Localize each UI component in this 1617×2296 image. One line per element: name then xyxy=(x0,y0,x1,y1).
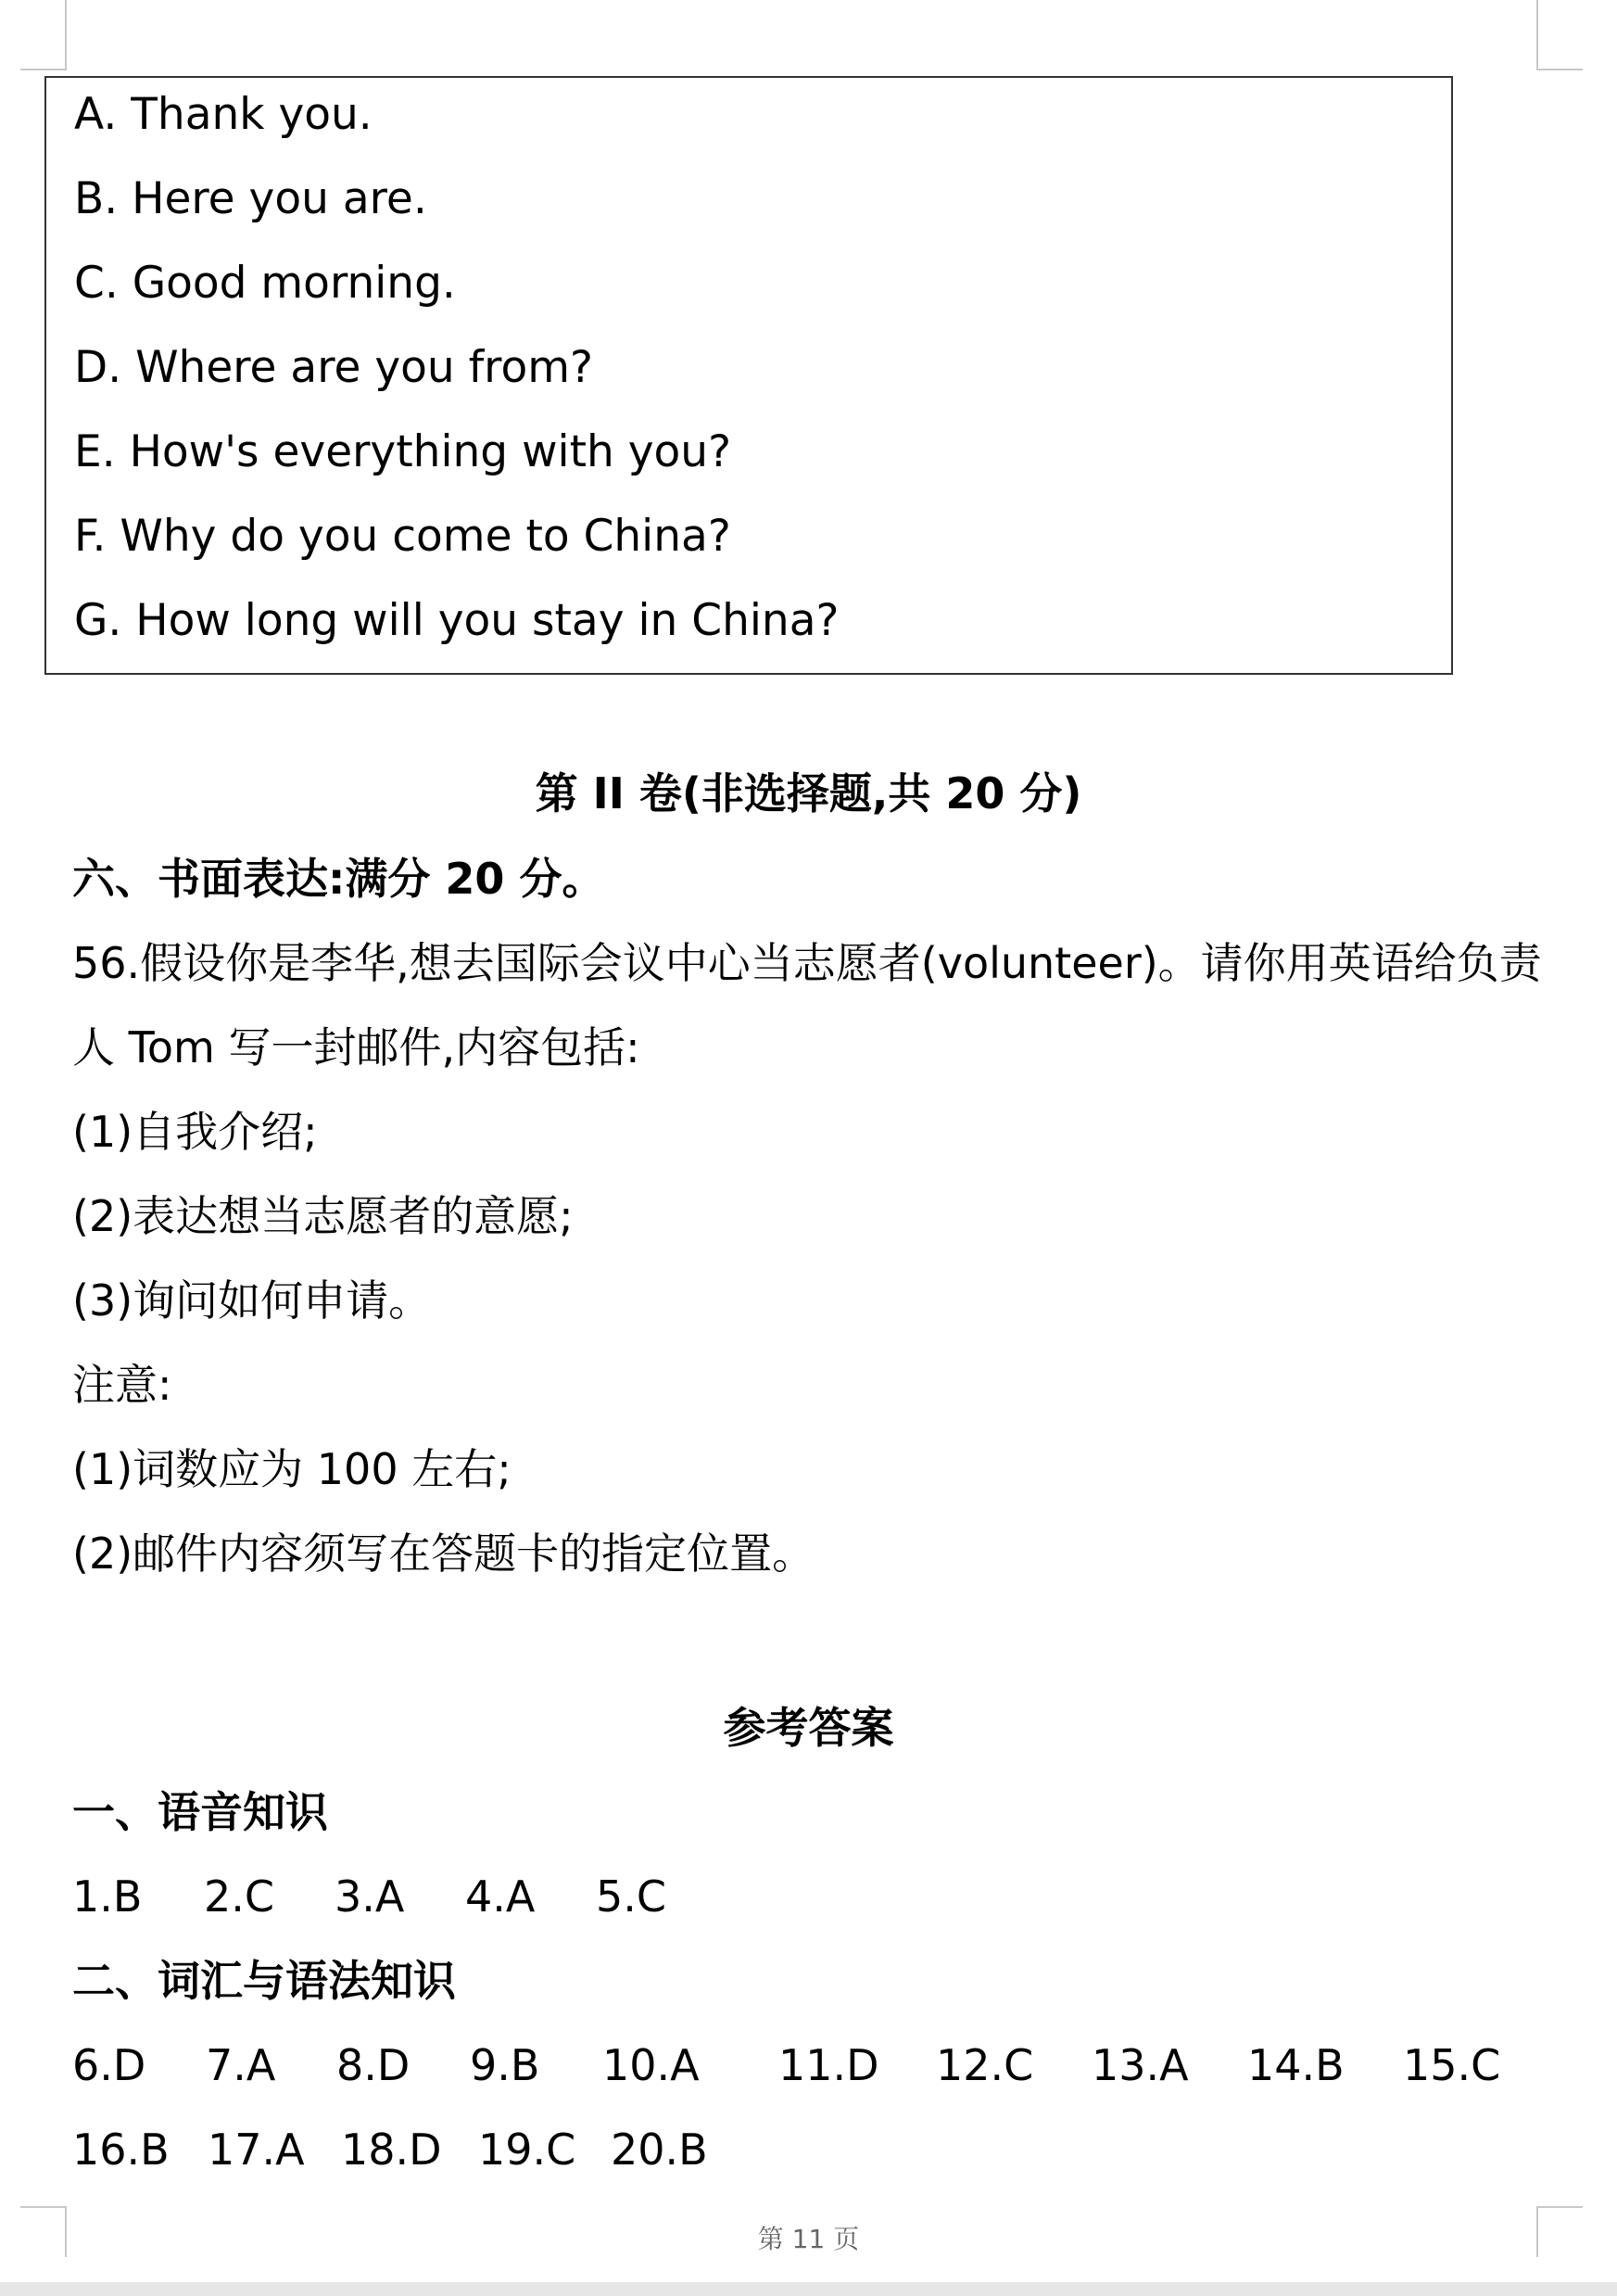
answer-item: 17.A xyxy=(208,2125,305,2175)
viewer-bottom-strip xyxy=(0,2282,1617,2296)
q56-point-2: (2)表达想当志愿者的意愿; xyxy=(72,1191,574,1241)
option-c: C. Good morning. xyxy=(74,258,456,309)
answer-section-heading: 一、语音知识 xyxy=(72,1787,328,1837)
crop-mark xyxy=(20,69,67,70)
answer-item: 13.A xyxy=(1092,2040,1189,2090)
option-d: D. Where are you from? xyxy=(74,342,593,393)
section6-heading: 六、书面表达:满分 20 分。 xyxy=(72,854,605,904)
answer-row xyxy=(0,2122,1617,2177)
option-b: B. Here you are. xyxy=(74,173,427,224)
crop-mark xyxy=(1536,69,1583,70)
q56-point-3: (3)询问如何申请。 xyxy=(72,1275,432,1326)
answer-item: 3.A xyxy=(335,1871,405,1922)
option-e: E. How's everything with you? xyxy=(74,426,732,477)
answer-row xyxy=(0,1869,1617,1924)
crop-mark xyxy=(1536,0,1538,70)
note-2: (2)邮件内容须写在答题卡的指定位置。 xyxy=(72,1529,815,1579)
answer-item: 11.D xyxy=(778,2040,879,2090)
crop-mark xyxy=(1536,2206,1583,2208)
option-f: F. Why do you come to China? xyxy=(74,511,731,562)
crop-mark xyxy=(20,2206,67,2208)
q56-point-1: (1)自我介绍; xyxy=(72,1107,318,1157)
answer-item: 19.C xyxy=(478,2125,576,2175)
answer-item: 10.A xyxy=(602,2040,700,2090)
answer-item: 4.A xyxy=(465,1871,536,1922)
answer-item: 16.B xyxy=(72,2125,170,2175)
answer-item: 20.B xyxy=(611,2125,708,2175)
answer-item: 14.B xyxy=(1247,2040,1345,2090)
notes-heading: 注意: xyxy=(72,1360,172,1410)
crop-mark xyxy=(65,0,67,70)
answer-item: 12.C xyxy=(936,2040,1034,2090)
answer-row xyxy=(0,2037,1617,2093)
answer-item: 9.B xyxy=(470,2040,540,2090)
q56-line1: 56.假设你是李华,想去国际会议中心当志愿者(volunteer)。请你用英语给负责 xyxy=(72,938,1542,988)
answer-item: 2.C xyxy=(204,1871,275,1922)
answer-item: 6.D xyxy=(72,2040,146,2090)
option-a: A. Thank you. xyxy=(74,89,373,140)
q56-line2: 人 Tom 写一封邮件,内容包括: xyxy=(72,1022,640,1072)
answer-item: 18.D xyxy=(341,2125,442,2175)
answer-item: 5.C xyxy=(596,1871,667,1922)
answer-item: 7.A xyxy=(206,2040,276,2090)
note-1: (1)词数应为 100 左右; xyxy=(72,1444,512,1494)
answers-title: 参考答案 xyxy=(723,1703,894,1753)
answer-item: 15.C xyxy=(1403,2040,1501,2090)
options-box xyxy=(44,76,1453,675)
page-number: 第 11 页 xyxy=(757,2224,860,2254)
answer-item: 1.B xyxy=(72,1871,143,1922)
part2-title: 第 II 卷(非选择题,共 20 分) xyxy=(535,768,1082,818)
answer-section-heading: 二、词汇与语法知识 xyxy=(72,1956,456,2006)
answer-item: 8.D xyxy=(336,2040,411,2090)
option-g: G. How long will you stay in China? xyxy=(74,595,840,646)
